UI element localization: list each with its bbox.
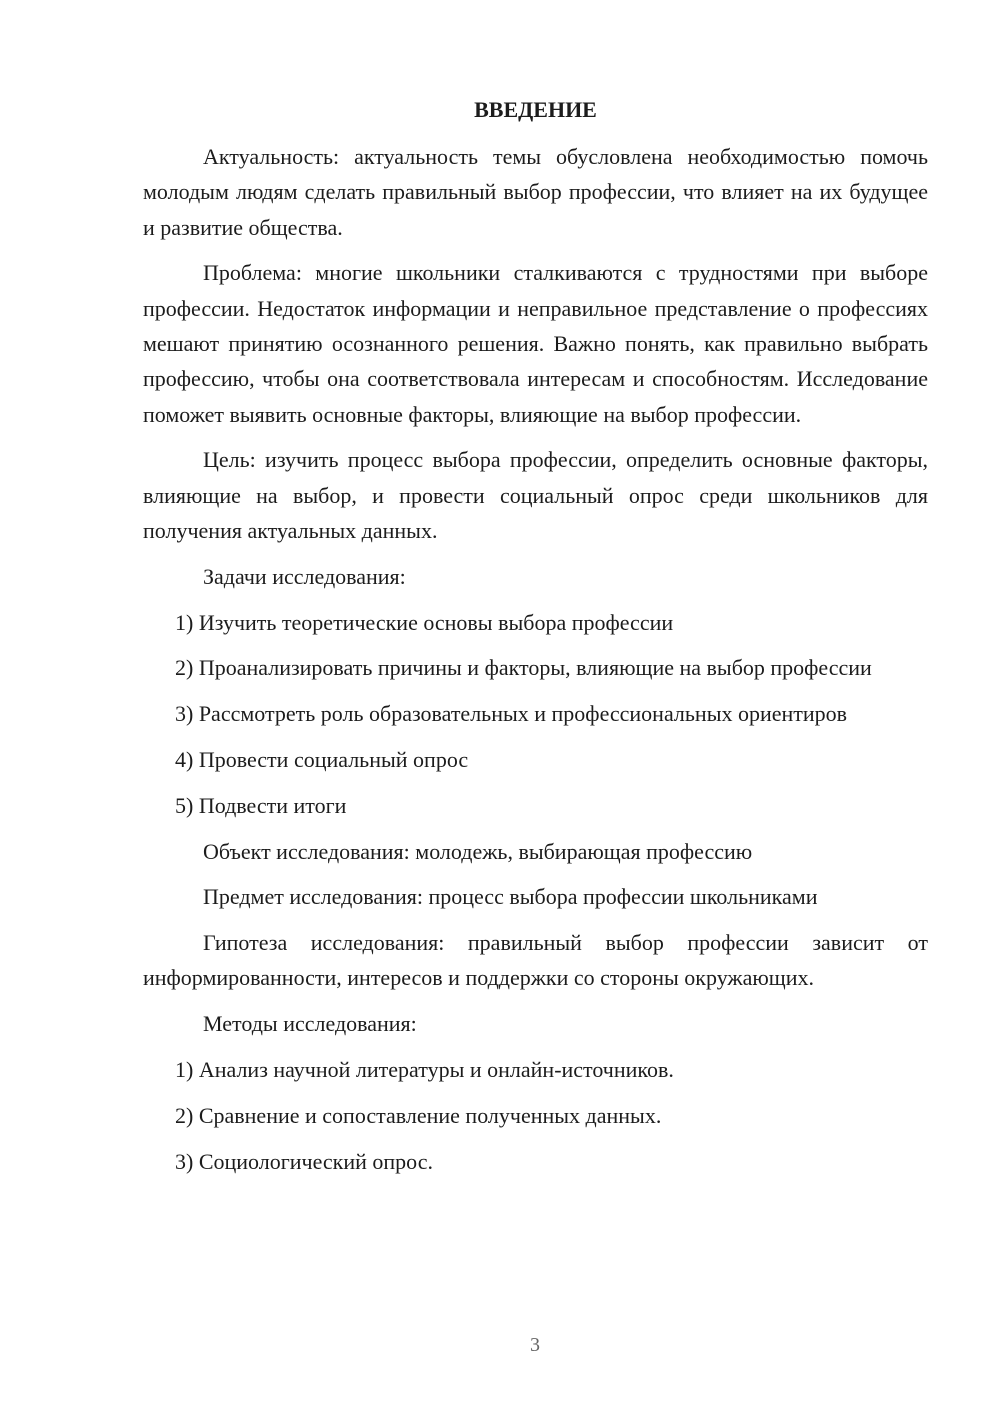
tasks-heading: Задачи исследования: bbox=[203, 563, 406, 589]
section-title: ВВЕДЕНИЕ bbox=[474, 97, 597, 122]
object-paragraph: Объект исследования: молодежь, выбирающая профессию bbox=[203, 838, 753, 864]
page-number: 3 bbox=[530, 1334, 540, 1356]
method-item: 1) Анализ научной литературы и онлайн-источников. bbox=[175, 1057, 674, 1083]
task-item: 3) Рассмотреть роль образовательных и профессиональных ориентиров bbox=[175, 701, 848, 727]
task-item: 2) Проанализировать причины и факторы, влияющие на выбор профессии bbox=[175, 655, 872, 681]
task-item: 5) Подвести итоги bbox=[175, 792, 347, 818]
task-item: 1) Изучить теоретические основы выбора профессии bbox=[175, 609, 674, 635]
method-item: 3) Социологический опрос. bbox=[175, 1148, 433, 1174]
goal-paragraph: Цель: изучить процесс выбора профессии, определить основные факторы, влияющие на выбор, и провести социальный опрос среди школьников для получения актуальных данных. bbox=[143, 447, 928, 543]
hypothesis-paragraph: Гипотеза исследования: правильный выбор профессии зависит от информированности, интересов и поддержки со стороны окружающих. bbox=[143, 930, 928, 991]
relevance-paragraph: Актуальность: актуальность темы обусловлена необходимостью помочь молодым людям сделать правильный выбор профессии, что влияет на их будущее и развитие общества. bbox=[143, 144, 928, 240]
methods-heading: Методы исследования: bbox=[203, 1011, 417, 1037]
document-page bbox=[143, 92, 928, 1189]
problem-paragraph: Проблема: многие школьники сталкиваются с трудностями при выборе профессии. Недостаток информации и неправильное представление о профессиях мешают принятию осознанного решения. Важно понять, как правильно выбрать профессию, чтобы она соответствовала интересам и способностям. Исследование поможет выявить основные факторы, влияющие на выбор профессии. bbox=[143, 260, 928, 427]
subject-paragraph: Предмет исследования: процесс выбора профессии школьниками bbox=[203, 884, 818, 910]
method-item: 2) Сравнение и сопоставление полученных данных. bbox=[175, 1102, 662, 1128]
task-item: 4) Провести социальный опрос bbox=[175, 746, 469, 772]
